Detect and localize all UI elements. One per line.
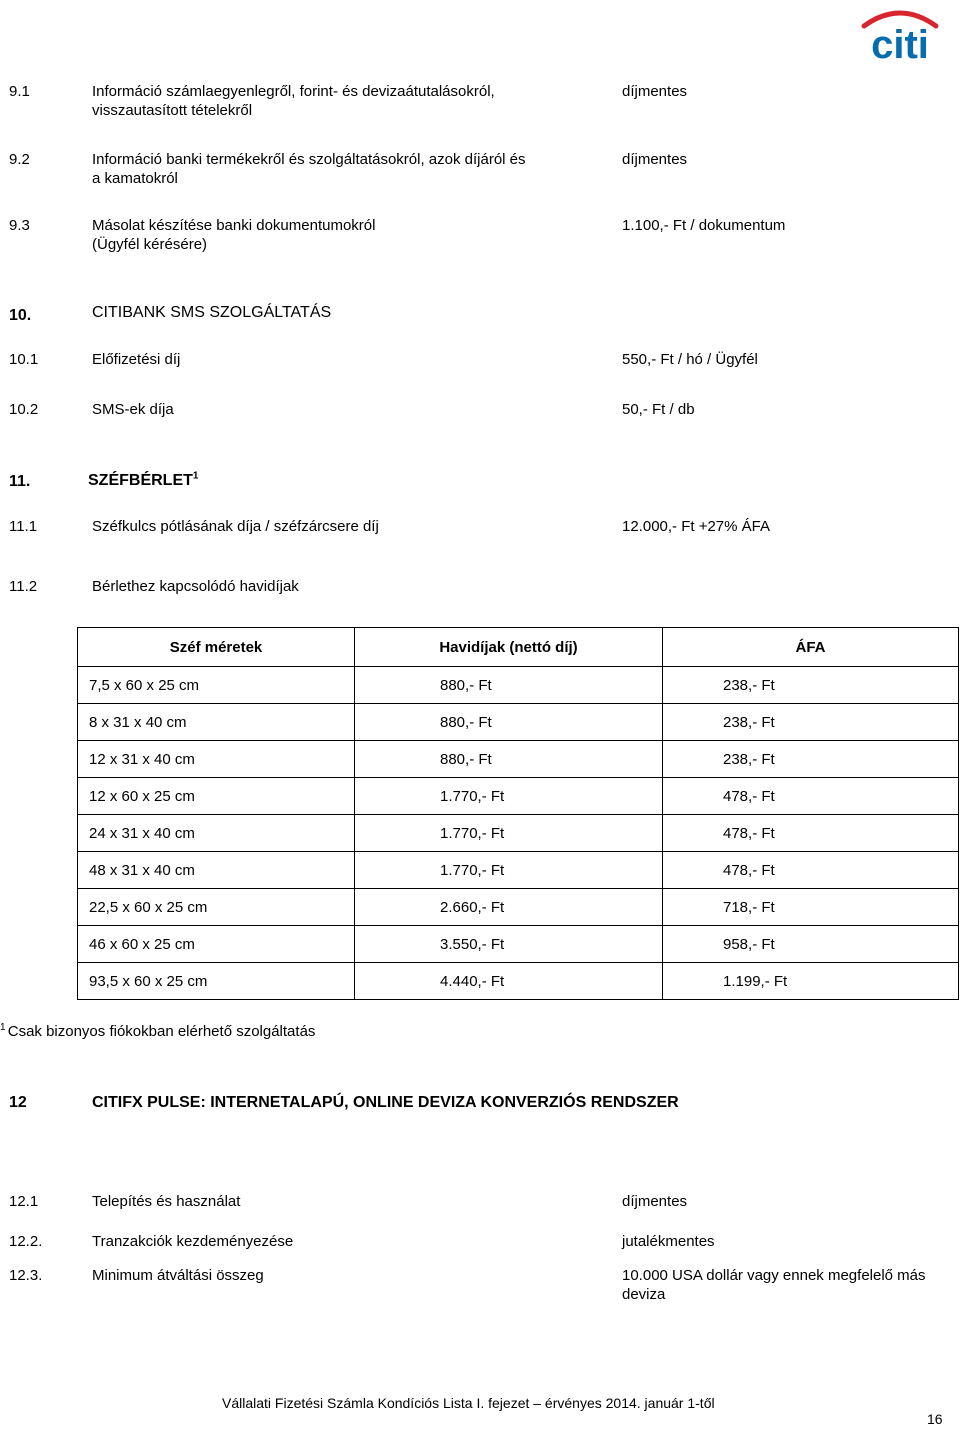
row-10-1-value: 550,- Ft / hó / Ügyfél: [622, 351, 758, 368]
cell-fee: 4.440,- Ft: [355, 963, 663, 1000]
cell-vat: 478,- Ft: [663, 815, 959, 852]
row-9-2-value: díjmentes: [622, 151, 688, 168]
row-9-1-num: 9.1: [9, 83, 30, 100]
cell-vat: 958,- Ft: [663, 926, 959, 963]
row-12-1-num: 12.1: [9, 1193, 39, 1210]
row-11-1-num: 11.1: [9, 518, 38, 535]
row-10-2-value: 50,- Ft / db: [622, 401, 695, 418]
row-10-2-label: SMS-ek díja: [92, 401, 174, 418]
cell-vat: 478,- Ft: [663, 852, 959, 889]
section-12-number: 12: [9, 1094, 27, 1111]
row-9-2-label-line2: a kamatokról: [92, 170, 178, 187]
cell-vat: 718,- Ft: [663, 889, 959, 926]
section-10-number: 10.: [9, 307, 32, 324]
row-12-3-value-line2: deviza: [622, 1286, 666, 1303]
header-safe-size: Széf méretek: [78, 628, 355, 667]
cell-fee: 880,- Ft: [355, 704, 663, 741]
row-10-1-num: 10.1: [9, 351, 39, 368]
table-row: [78, 889, 959, 926]
table-row: [78, 778, 959, 815]
row-9-1-value: díjmentes: [622, 83, 688, 100]
cell-vat: 238,- Ft: [663, 667, 959, 704]
row-11-2-label: Bérlethez kapcsolódó havidíjak: [92, 578, 299, 595]
row-9-3-value: 1.100,- Ft / dokumentum: [622, 217, 786, 234]
row-9-3-num: 9.3: [9, 217, 30, 234]
cell-fee: 1.770,- Ft: [355, 815, 663, 852]
footnote-text: Csak bizonyos fiókokban elérhető szolgáltatás: [7, 1023, 316, 1040]
row-10-1-label: Előfizetési díj: [92, 351, 181, 368]
cell-fee: 3.550,- Ft: [355, 926, 663, 963]
page-footer: Vállalati Fizetési Számla Kondíciós Lista I. fejezet – érvényes 2014. január 1-től: [222, 1395, 715, 1411]
table-row: [78, 963, 959, 1000]
cell-fee: 1.770,- Ft: [355, 852, 663, 889]
row-12-1-value: díjmentes: [622, 1193, 688, 1210]
row-11-2-num: 11.2: [9, 578, 38, 595]
row-12-2-num: 12.2.: [9, 1233, 43, 1250]
cell-vat: 478,- Ft: [663, 778, 959, 815]
section-10-title: CITIBANK SMS SZOLGÁLTATÁS: [92, 304, 332, 321]
citi-logo: [858, 6, 942, 62]
row-12-2-value: jutalékmentes: [622, 1233, 715, 1250]
row-11-1-value: 12.000,- Ft +27% ÁFA: [622, 518, 771, 535]
section-11-number: 11.: [9, 473, 31, 490]
table-row: [78, 926, 959, 963]
table-row: [78, 704, 959, 741]
cell-fee: 1.770,- Ft: [355, 778, 663, 815]
footnote-number: 1: [0, 1022, 6, 1033]
cell-size: 7,5 x 60 x 25 cm: [78, 667, 355, 704]
row-11-1-label: Széfkulcs pótlásának díja / széfzárcsere díj: [92, 518, 379, 535]
cell-size: 22,5 x 60 x 25 cm: [78, 889, 355, 926]
row-9-2-num: 9.2: [9, 151, 30, 168]
row-12-3-num: 12.3.: [9, 1267, 43, 1284]
row-12-2-label: Tranzakciók kezdeményezése: [92, 1233, 294, 1250]
row-10-2-num: 10.2: [9, 401, 39, 418]
row-12-1-label: Telepítés és használat: [92, 1193, 241, 1210]
cell-vat: 1.199,- Ft: [663, 963, 959, 1000]
cell-size: 12 x 60 x 25 cm: [78, 778, 355, 815]
row-9-1-label-line1: Információ számlaegyenlegről, forint- és devizaátutalásokról,: [92, 83, 495, 100]
cell-vat: 238,- Ft: [663, 704, 959, 741]
cell-fee: 2.660,- Ft: [355, 889, 663, 926]
row-9-1-label-line2: visszautasított tételekről: [92, 102, 253, 119]
footnote-marker: 1: [192, 470, 199, 482]
page-number: 16: [927, 1411, 943, 1427]
header-monthly-fee: Havidíjak (nettó díj): [355, 628, 663, 667]
cell-size: 93,5 x 60 x 25 cm: [78, 963, 355, 1000]
cell-size: 12 x 31 x 40 cm: [78, 741, 355, 778]
table-row: [78, 667, 959, 704]
table-row: [78, 815, 959, 852]
cell-fee: 880,- Ft: [355, 741, 663, 778]
cell-size: 24 x 31 x 40 cm: [78, 815, 355, 852]
row-9-3-label-line2: (Ügyfél kérésére): [92, 236, 208, 253]
row-9-2-label-line1: Információ banki termékekről és szolgáltatásokról, azok díjáról és: [92, 151, 526, 168]
cell-size: 46 x 60 x 25 cm: [78, 926, 355, 963]
cell-vat: 238,- Ft: [663, 741, 959, 778]
table-header-row: [78, 628, 959, 667]
section-12-title: CITIFX PULSE: INTERNETALAPÚ, ONLINE DEVIZA KONVERZIÓS RENDSZER: [92, 1094, 679, 1111]
section-11-title: SZÉFBÉRLET$^1$: [88, 470, 199, 489]
row-9-3-label-line1: Másolat készítése banki dokumentumokról: [92, 217, 376, 234]
cell-fee: 880,- Ft: [355, 667, 663, 704]
row-12-3-value-line1: 10.000 USA dollár vagy ennek megfelelő más: [622, 1267, 926, 1284]
header-vat: ÁFA: [663, 628, 959, 667]
table-row: [78, 852, 959, 889]
cell-size: 48 x 31 x 40 cm: [78, 852, 355, 889]
logo-text: citi: [871, 23, 929, 62]
table-row: [78, 741, 959, 778]
cell-size: 8 x 31 x 40 cm: [78, 704, 355, 741]
footnote: [0, 1022, 317, 1041]
safe-fee-table: [77, 627, 959, 1000]
row-12-3-label: Minimum átváltási összeg: [92, 1267, 264, 1284]
